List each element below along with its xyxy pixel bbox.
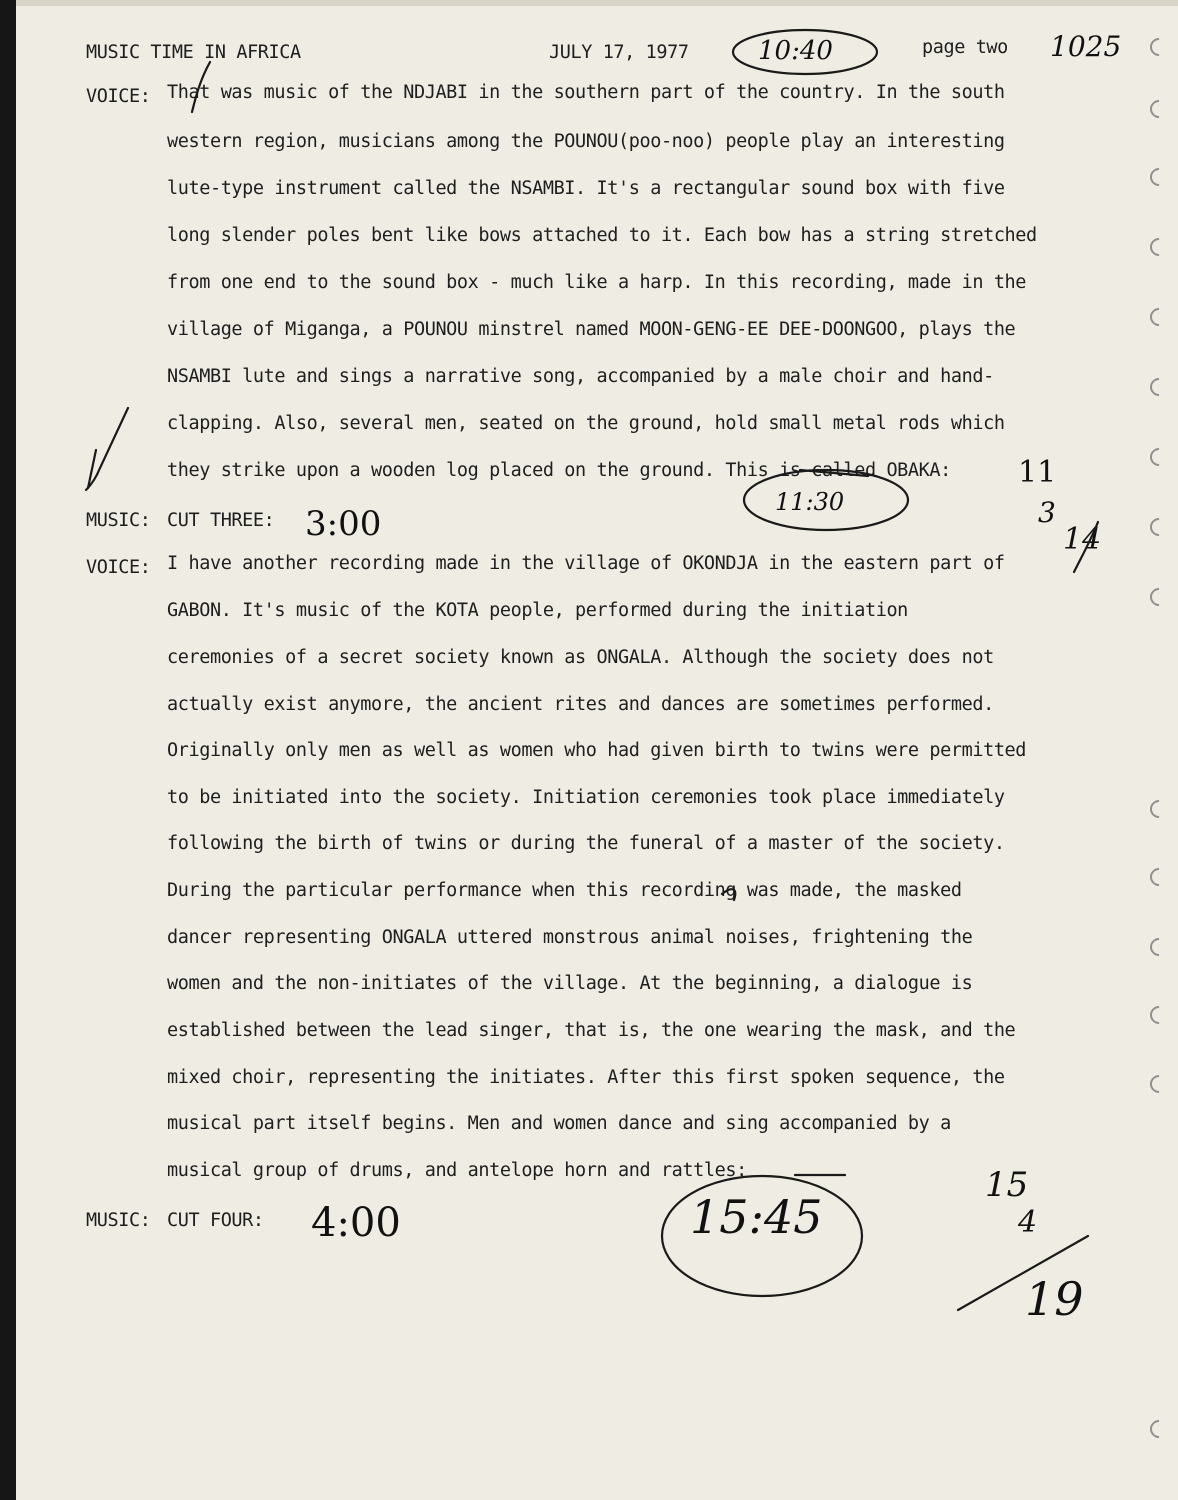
handwritten-duration-cut-four: 4:00 (311, 1200, 401, 1246)
script-line: dancer representing ONGALA uttered monstrous animal noises, frightening the (167, 927, 973, 948)
handwritten-time-end: 15:45 (690, 1190, 823, 1244)
script-line: established between the lead singer, that is, the one wearing the mask, and the (167, 1020, 1016, 1041)
script-line: NSAMBI lute and sings a narrative song, accompanied by a male choir and hand- (167, 366, 994, 387)
script-line: actually exist anymore, the ancient rites and dances are sometimes performed. (167, 694, 994, 715)
page-number: page two (922, 37, 1008, 58)
script-line: lute-type instrument called the NSAMBI. It's a rectangular sound box with five (167, 178, 1005, 199)
script-line: musical group of drums, and antelope horn and rattles: (167, 1160, 747, 1181)
handwritten-sum-total: 19 (1025, 1272, 1084, 1326)
handwritten-mark-obaka: 11 (1018, 455, 1057, 490)
cut-label-four: CUT FOUR: (167, 1210, 264, 1231)
script-line: That was music of the NDJABI in the southern part of the country. In the south (167, 82, 1005, 103)
circle-mark-obaka-time (744, 470, 908, 530)
circle-mark-end-time (662, 1176, 862, 1296)
slash-mark-top-left (192, 62, 210, 112)
speaker-label-music-2: MUSIC: (86, 1210, 151, 1231)
sum-line (958, 1236, 1088, 1310)
handwritten-sum-middle: 4 (1018, 1205, 1038, 1240)
handwritten-fraction-numerator: 3 (1038, 496, 1056, 529)
script-line: I have another recording made in the village of OKONDJA in the eastern part of (167, 553, 1005, 574)
handwritten-sum-top: 15 (985, 1165, 1029, 1205)
script-line: musical part itself begins. Men and women dance and sing accompanied by a (167, 1113, 951, 1134)
handwritten-duration-cut-three: 3:00 (305, 504, 382, 544)
script-line: GABON. It's music of the KOTA people, performed during the initiation (167, 600, 908, 621)
handwritten-number-top-right: 1025 (1050, 30, 1122, 63)
script-line: to be initiated into the society. Initiation ceremonies took place immediately (167, 787, 1005, 808)
circle-mark-top-time (733, 30, 877, 74)
program-title: MUSIC TIME IN AFRICA (86, 42, 301, 63)
script-line: western region, musicians among the POUNOU(poo-noo) people play an interesting (167, 131, 1005, 152)
script-line: During the particular performance when this recording was made, the masked (167, 880, 962, 901)
script-line: women and the non-initiates of the village. At the beginning, a dialogue is (167, 973, 973, 994)
broadcast-date: JULY 17, 1977 (549, 42, 689, 63)
cut-label-three: CUT THREE: (167, 510, 275, 531)
insert-mark (722, 889, 735, 900)
script-line: following the birth of twins or during the funeral of a master of the society. (167, 833, 1005, 854)
script-line: long slender poles bent like bows attached to it. Each bow has a string stretched (167, 225, 1037, 246)
script-line: they strike upon a wooden log placed on the ground. This is called OBAKA: (167, 460, 951, 481)
speaker-label-voice-2: VOICE: (86, 557, 151, 578)
speaker-label-voice-1: VOICE: (86, 86, 151, 107)
script-line: mixed choir, representing the initiates. After this first spoken sequence, the (167, 1067, 1005, 1088)
check-mark-left (86, 408, 128, 490)
handwritten-time-obaka: 11:30 (775, 488, 845, 516)
handwritten-time-top: 10:40 (758, 36, 833, 66)
fraction-bar (1074, 522, 1098, 572)
script-line: from one end to the sound box - much like a harp. In this recording, made in the (167, 272, 1027, 293)
speaker-label-music-1: MUSIC: (86, 510, 151, 531)
script-line: ceremonies of a secret society known as ONGALA. Although the society does not (167, 647, 994, 668)
script-line: Originally only men as well as women who had given birth to twins were permitted (167, 740, 1027, 761)
handwritten-fraction-denominator: 14 (1063, 522, 1102, 557)
script-line: clapping. Also, several men, seated on the ground, hold small metal rods which (167, 413, 1005, 434)
script-line: village of Miganga, a POUNOU minstrel named MOON-GENG-EE DEE-DOONGOO, plays the (167, 319, 1016, 340)
